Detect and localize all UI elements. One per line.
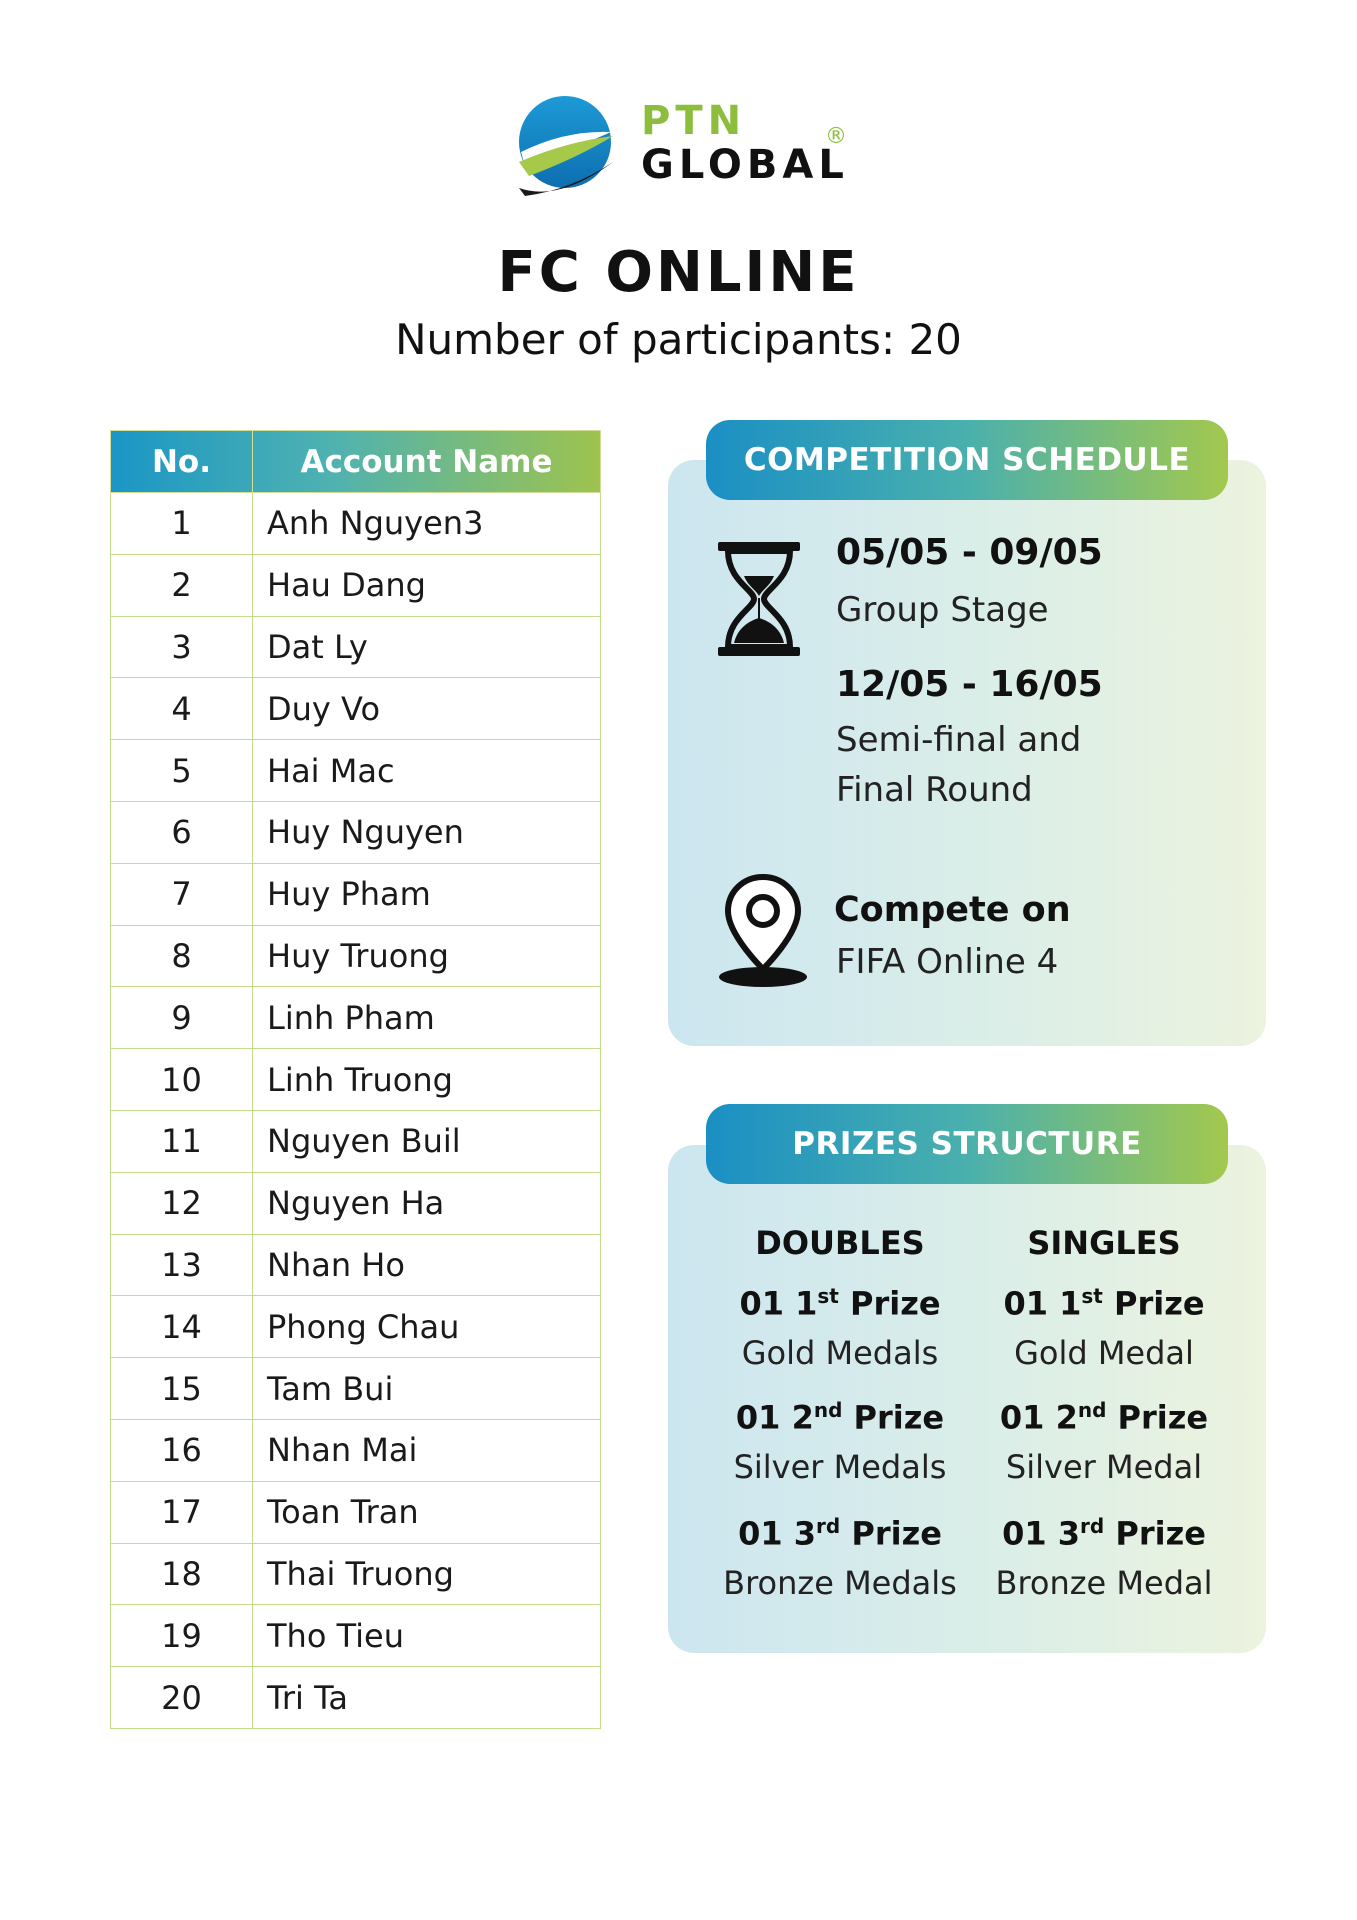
row-number: 4 [111,678,253,740]
table-row [111,863,601,925]
row-number: 1 [111,493,253,555]
logo-global-text: GLOBAL [641,142,849,188]
account-name: Toan Tran [253,1481,601,1543]
prize-quantity: 01 1 [1003,1284,1082,1323]
account-name: Tho Tieu [253,1605,601,1667]
row-number: 15 [111,1358,253,1420]
table-body [111,493,601,1729]
account-name: Hai Mac [253,740,601,802]
platform-label: Compete on [834,890,1071,930]
singles-prize-rank [974,1514,1234,1553]
table-row [111,1358,601,1420]
prize-label: Prize [1114,1284,1205,1323]
table-row [111,925,601,987]
row-number: 7 [111,863,253,925]
prizes-heading: PRIZES STRUCTURE [706,1104,1228,1184]
table-row [111,678,601,740]
singles-medal: Bronze Medal [995,1564,1213,1602]
row-number: 14 [111,1296,253,1358]
table-row [111,740,601,802]
table-header-row [111,431,601,493]
stage2-name-line2: Final Round [836,770,1033,810]
account-name: Tam Bui [253,1358,601,1420]
account-name: Nguyen Buil [253,1110,601,1172]
account-name: Hau Dang [253,554,601,616]
table-row [111,1110,601,1172]
page-title: FC ONLINE [497,240,860,305]
singles-medal: Gold Medal [1014,1334,1194,1372]
participants-count: Number of participants: 20 [395,315,962,364]
account-name: Anh Nguyen3 [253,493,601,555]
table-row [111,987,601,1049]
ordinal-suffix: nd [813,1398,843,1422]
table-row [111,1605,601,1667]
ordinal-suffix: rd [1080,1514,1105,1538]
account-name: Nguyen Ha [253,1172,601,1234]
doubles-prize-rank [710,1514,970,1553]
table-row [111,1419,601,1481]
row-number: 5 [111,740,253,802]
prize-label: Prize [853,1398,945,1437]
table-row [111,554,601,616]
singles-prize-rank [974,1398,1234,1437]
stage1-date: 05/05 - 09/05 [836,532,1103,573]
location-pin-icon [716,873,810,989]
row-number: 6 [111,801,253,863]
schedule-heading: COMPETITION SCHEDULE [706,420,1228,500]
table-row [111,801,601,863]
row-number: 10 [111,1049,253,1111]
participants-table [110,430,601,1729]
singles-prize-rank [974,1284,1234,1323]
account-name: Nhan Mai [253,1419,601,1481]
account-name: Nhan Ho [253,1234,601,1296]
row-number: 16 [111,1419,253,1481]
table-row [111,1667,601,1729]
ordinal-suffix: nd [1077,1398,1107,1422]
prize-quantity: 01 3 [738,1514,817,1553]
column-header-no: No. [111,431,253,493]
table-row [111,1296,601,1358]
logo-ptn-text: PTN [641,98,747,144]
row-number: 20 [111,1667,253,1729]
account-name: Phong Chau [253,1296,601,1358]
stage2-date: 12/05 - 16/05 [836,664,1103,705]
doubles-medal: Gold Medals [741,1334,939,1372]
account-name: Thai Truong [253,1543,601,1605]
prize-quantity: 01 2 [735,1398,814,1437]
row-number: 12 [111,1172,253,1234]
table-row [111,1172,601,1234]
prize-quantity: 01 2 [999,1398,1078,1437]
account-name: Duy Vo [253,678,601,740]
prize-quantity: 01 3 [1002,1514,1081,1553]
platform-name: FIFA Online 4 [836,942,1059,982]
row-number: 17 [111,1481,253,1543]
stage1-name: Group Stage [836,590,1049,630]
table-row [111,616,601,678]
account-name: Huy Pham [253,863,601,925]
ordinal-suffix: st [817,1284,839,1308]
doubles-prize-rank [710,1284,970,1323]
row-number: 8 [111,925,253,987]
registered-mark: ® [825,124,847,149]
account-name: Linh Pham [253,987,601,1049]
row-number: 9 [111,987,253,1049]
doubles-medal: Bronze Medals [723,1564,957,1602]
row-number: 19 [111,1605,253,1667]
doubles-title: DOUBLES [755,1224,925,1262]
account-name: Linh Truong [253,1049,601,1111]
column-header-account-name: Account Name [253,431,601,493]
row-number: 3 [111,616,253,678]
table-row [111,1481,601,1543]
hourglass-icon [716,540,802,658]
ordinal-suffix: rd [816,1514,841,1538]
account-name: Huy Truong [253,925,601,987]
doubles-medal: Silver Medals [733,1448,947,1486]
prize-label: Prize [850,1284,941,1323]
prize-label: Prize [851,1514,942,1553]
doubles-prize-rank [710,1398,970,1437]
stage2-name-line1: Semi-final and [836,720,1082,760]
prize-label: Prize [1117,1398,1209,1437]
singles-medal: Silver Medal [1005,1448,1203,1486]
row-number: 18 [111,1543,253,1605]
table-row [111,1543,601,1605]
table-row [111,1049,601,1111]
table-row [111,493,601,555]
row-number: 2 [111,554,253,616]
account-name: Huy Nguyen [253,801,601,863]
account-name: Dat Ly [253,616,601,678]
prize-label: Prize [1115,1514,1206,1553]
account-name: Tri Ta [253,1667,601,1729]
row-number: 13 [111,1234,253,1296]
prize-quantity: 01 1 [739,1284,818,1323]
globe-logo-icon [515,92,617,202]
ptn-global-logo [515,92,855,204]
singles-title: SINGLES [1027,1224,1181,1262]
row-number: 11 [111,1110,253,1172]
ordinal-suffix: st [1081,1284,1103,1308]
table-row [111,1234,601,1296]
